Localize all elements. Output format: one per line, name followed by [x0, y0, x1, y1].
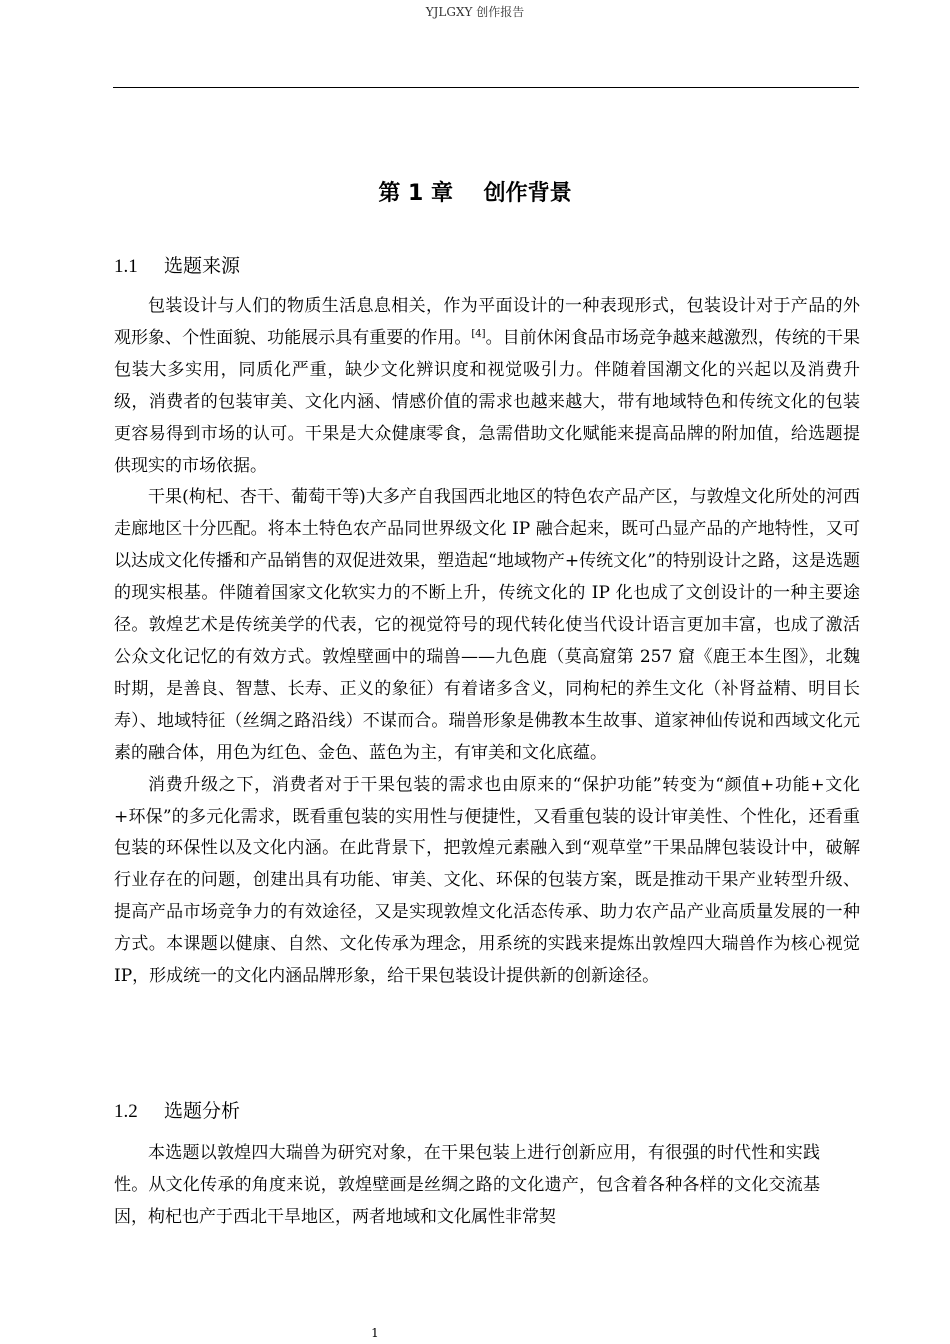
section-1-2-body: [114, 1138, 820, 1234]
paragraph: 消费升级之下，消费者对于干果包装的需求也由原来的“保护功能”转变为“颜值+功能+文化+环保”的多元化需求，既看重包装的实用性与便捷性，又看重包装的设计审美性、个性化，还看重包装的环保性以及文化内涵。在此背景下，把敦煌元素融入到“观草堂”干果品牌包装设计中，破解行业存在的问题，创建出具有功能、审美、文化、环保的包装方案，既是推动干果产业转型升级、提高产品市场竞争力的有效途径，又是实现敦煌文化活态传承、助力农产品产业高质量发展的一种方式。本课题以健康、自然、文化传承为理念，用系统的实践来提炼出敦煌四大瑞兽作为核心视觉 IP，形成统一的文化内涵品牌形象，给干果包装设计提供新的创新途径。: [114, 774, 860, 987]
paragraph: [114, 291, 860, 482]
paragraph: 干果(枸杞、杏干、葡萄干等)大多产自我国西北地区的特色农产品产区，与敦煌文化所处的河西走廊地区十分匹配。将本土特色农产品同世界级文化 IP 融合起来，既可凸显产品的产地特性，又可以达成文化传播和产品销售的双促进效果，塑造起“地域物产+传统文化”的特别设计之路，这是选题的现实根基。伴随着国家文化软实力的不断上升，传统文化的 IP 化也成了文创设计的一种主要途径。敦煌艺术是传统美学的代表，它的视觉符号的现代转化使当代设计语言更加丰富，也成了激活公众文化记忆的有效方式。敦煌壁画中的瑞兽——九色鹿（莫高窟第 257 窟《鹿王本生图》，北魏时期，是善良、智慧、长寿、正义的象征）有着诸多含义，同枸杞的养生文化（补肾益精、明目长寿）、地域特征（丝绸之路沿线）不谋而合。瑞兽形象是佛教本生故事、道家神仙传说和西域文化元素的融合体，用色为红色、金色、蓝色为主，有审美和文化底蕴。: [114, 487, 860, 763]
page-header: YJLGXY 创作报告: [425, 5, 525, 19]
header-rule: [113, 87, 859, 88]
section-title: 选题分析: [164, 1100, 241, 1122]
section-number: 1.1: [114, 256, 138, 277]
section-1-1-body: [114, 291, 860, 993]
paragraph: 本选题以敦煌四大瑞兽为研究对象，在干果包装上进行创新应用，有很强的时代性和实践性。从文化传承的角度来说，敦煌壁画是丝绸之路的文化遗产，包含着各种各样的文化交流基因，枸杞也产于西北干旱地区，两者地域和文化属性非常契: [114, 1143, 820, 1227]
paragraph-text: 包装设计与人们的物质生活息息相关，作为平面设计的一种表现形式，包装设计对于产品的外观形象、个性面貌、功能展示具有重要的作用。: [114, 296, 860, 348]
section-heading-1-2: [114, 1097, 240, 1126]
section-title: 选题来源: [164, 255, 241, 277]
chapter-title: 第 1 章 创作背景: [378, 181, 572, 206]
page-number: 1: [371, 1326, 379, 1340]
section-number: 1.2: [114, 1101, 138, 1122]
citation-ref: [4]: [471, 328, 486, 340]
paragraph-text: 。目前休闲食品市场竞争越来越激烈，传统的干果包装大多实用，同质化严重，缺少文化辨识度和视觉吸引力。伴随着国潮文化的兴起以及消费升级，消费者的包装审美、文化内涵、情感价值的需求也越来越大，带有地域特色和传统文化的包装更容易得到市场的认可。干果是大众健康零食，急需借助文化赋能来提高品牌的附加值，给选题提供现实的市场依据。: [114, 327, 861, 476]
section-heading-1-1: [114, 252, 240, 281]
